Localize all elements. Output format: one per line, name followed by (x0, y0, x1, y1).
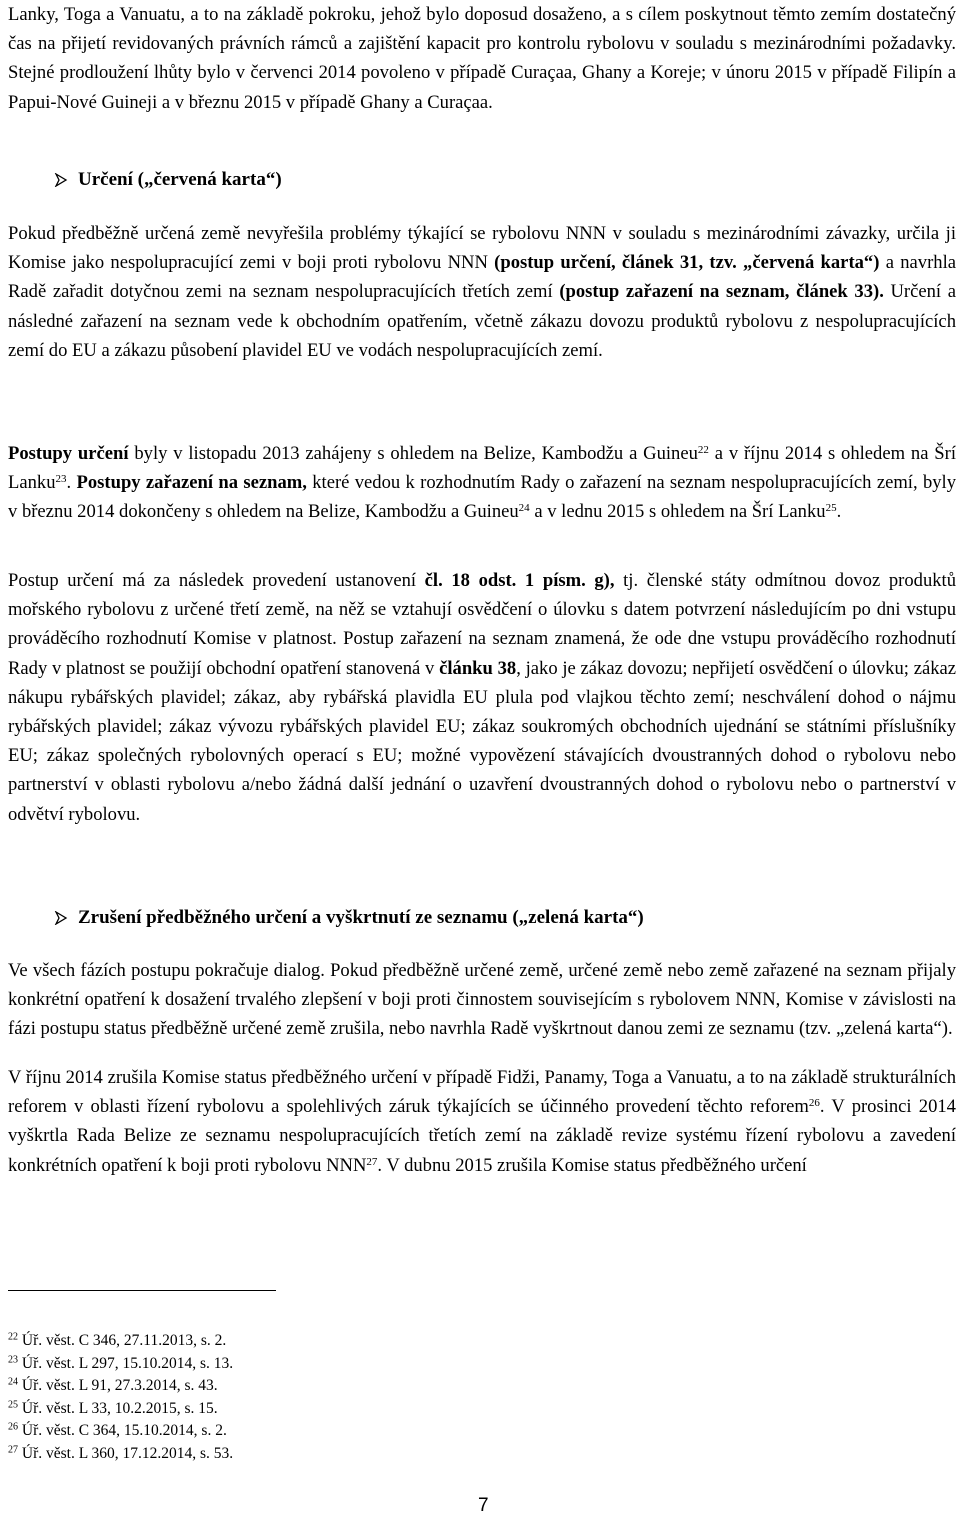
text-run: a v lednu 2015 s ohledem na Šrí Lanku (529, 501, 826, 523)
text-run: . (66, 472, 77, 494)
document-page (8, 0, 956, 1519)
paragraph-procedures (8, 439, 956, 527)
footnote-number: 27 (8, 1444, 18, 1455)
text-run-bold: čl. 18 odst. 1 písm. g), (424, 570, 615, 591)
footnote-number: 22 (8, 1331, 18, 1343)
footnote-number: 23 (8, 1354, 18, 1365)
section-heading-green-card (54, 903, 644, 932)
footnote (8, 1353, 233, 1376)
intro-paragraph: Lanky, Toga a Vanuatu, a to na základě pokroku, jehož bylo doposud dosaženo, a s cílem poskytnout těmto zemím dostatečný čas na přijetí revidovaných právních rámců a zajištění kapacit pro kontrolu rybolovu v souladu s mezinárodními požadavky. Stejné prodloužení lhůty bylo v červenci 2014 povoleno v případě Curaçaa, Ghany a Koreje; v únoru 2015 v případě Filipín a Papui-Nové Guineji a v březnu 2015 v případě Ghany a Curaçaa. (8, 4, 956, 113)
footnote-text: Úř. věst. L 91, 27.3.2014, s. 43. (21, 1377, 218, 1394)
footnote-ref: 25 (825, 502, 837, 515)
footnote-ref: 26 (808, 1097, 820, 1110)
footnotes-list (8, 1330, 233, 1465)
footnote-text: Úř. věst. C 346, 27.11.2013, s. 2. (21, 1332, 227, 1349)
text-run-bold: článku 38 (439, 657, 517, 679)
text-run: které vedou k rozhodnutím Rady o zařazení na seznam nespolupracujících zemí, byly v březnu 2014 dokončeny s ohledem na Belize, Kambodžu a Guineu (8, 472, 956, 523)
page-number: 7 (478, 1495, 489, 1516)
footnote-text: Úř. věst. L 33, 10.2.2015, s. 15. (21, 1399, 218, 1417)
text-run-bold: Postupy zařazení na seznam, (76, 472, 307, 494)
text-run: , jako je zákaz dovozu; nepřijetí osvědčení o úlovku; zákaz nákupu rybářských plavidel; zákaz, aby rybářská plavidla EU plula pod vlajkou těchto zemí; neschválení dohod o nájmu rybářských plavidel; zákaz vývozu rybářských plavidel EU; zákaz soukromých obchodních ujednání se státními příslušníky EU; zákaz společných rybolovných operací s EU; možné vypovězení stávajících dvoustranných dohod o rybolovu nebo partnerství v oblasti rybolovu a/nebo žádná další jednání o uzavření dvoustranných dohod o rybolovu nebo o partnerství v odvětví rybolovu. (8, 657, 957, 825)
section-heading-text: Určení („červená karta“) (78, 169, 282, 190)
text-run: . V dubnu 2015 zrušila Komise status předběžného určení (377, 1154, 807, 1176)
text-run: Určení a následné zařazení na seznam vede k obchodním opatřením, včetně zákazu dovozu produktů rybolovu z nespolupracujících zemí do EU a zákazu působení plavidel EU ve vodách nespolupracujících zemí. (8, 281, 956, 361)
footnote-number: 25 (8, 1399, 18, 1410)
footnote-ref: 24 (518, 502, 530, 515)
footnote-text: Úř. věst. C 364, 15.10.2014, s. 2. (21, 1422, 227, 1439)
text-run-bold: Postupy určení (8, 443, 129, 464)
text-run: a navrhla Radě zařadit dotyčnou zemi na seznam nespolupracujících třetích zemí (8, 252, 956, 303)
footnote-ref: 23 (55, 473, 67, 486)
text-run-bold: (postup zařazení na seznam, článek 33). (559, 281, 884, 303)
text-run: Pokud předběžně určená země nevyřešila problémy týkající se rybolovu NNN v souladu s mezinárodními závazky, určila ji Komise jako nespolupracující zemi v boji proti rybolovu NNN (8, 223, 956, 274)
text-run-bold: (postup určení, článek 31, tzv. „červená karta“) (494, 252, 880, 274)
text-run: V říjnu 2014 zrušila Komise status předběžného určení v případě Fidži, Panamy, Toga a Vanuatu, a to na základě strukturálních reforem v oblasti řízení rybolovu a spolehlivých záruk týkajících se účinného provedení těchto reforem (8, 1067, 956, 1118)
footnote (8, 1330, 233, 1353)
text-run: byly v listopadu 2013 zahájeny s ohledem na Belize, Kambodžu a Guineu (128, 443, 698, 464)
paragraph-consequences (8, 566, 956, 829)
footnote-text: Úř. věst. L 297, 15.10.2014, s. 13. (21, 1354, 234, 1372)
footnote-number: 26 (8, 1421, 18, 1433)
footnote-number: 24 (8, 1376, 18, 1388)
text-run: Postup určení má za následek provedení ustanovení (8, 570, 425, 591)
footnote-ref: 22 (697, 443, 709, 456)
text-run: tj. členské státy odmítnou dovoz produktů mořského rybolovu z určené třetí země, na něž se vztahují osvědčení o úlovku s datem potvrzení následujícím po dni vstupu prováděcího rozhodnutí Komise v platnost. Postup zařazení na seznam znamená, že ode dne vstupu prováděcího rozhodnutí Rady v platnost se použijí obchodní opatření stanovená v (8, 570, 956, 679)
footnote (8, 1443, 233, 1466)
section-heading-text: Zrušení předběžného určení a vyškrtnutí ze seznamu („zelená karta“) (78, 907, 644, 928)
text-run: a v říjnu 2014 s ohledem na Šrí Lanku (8, 443, 956, 494)
paragraph-dialogue: Ve všech fázích postupu pokračuje dialog. Pokud předběžně určené země, určené země nebo země zařazené na seznam přijaly konkrétní opatření k dosažení trvalého zlepšení v boji proti činnostem souvisejícím s rybolovem NNN, Komise v závislosti na fázi postupu status předběžně určené země zrušila, nebo navrhla Radě vyškrtnout danou zemi ze seznamu (tzv. „zelená karta“). (8, 960, 956, 1040)
footnote-ref: 27 (366, 1155, 378, 1168)
arrow-bullet-icon (54, 911, 68, 925)
text-run: . V prosinci 2014 vyškrtla Rada Belize ze seznamu nespolupracujících třetích zemí na základě revize systému řízení rybolovu a zavedení konkrétních opatření k boji proti rybolovu NNN (8, 1096, 956, 1176)
paragraph-revocations (8, 1063, 956, 1180)
footnote-divider (8, 1290, 276, 1291)
paragraph-determination (8, 219, 956, 365)
footnote (8, 1420, 233, 1443)
footnote-text: Úř. věst. L 360, 17.12.2014, s. 53. (21, 1444, 234, 1462)
section-heading-red-card (54, 165, 282, 194)
footnote (8, 1375, 233, 1398)
text-run: . (836, 501, 842, 523)
arrow-bullet-icon (54, 173, 68, 187)
footnote (8, 1398, 233, 1421)
